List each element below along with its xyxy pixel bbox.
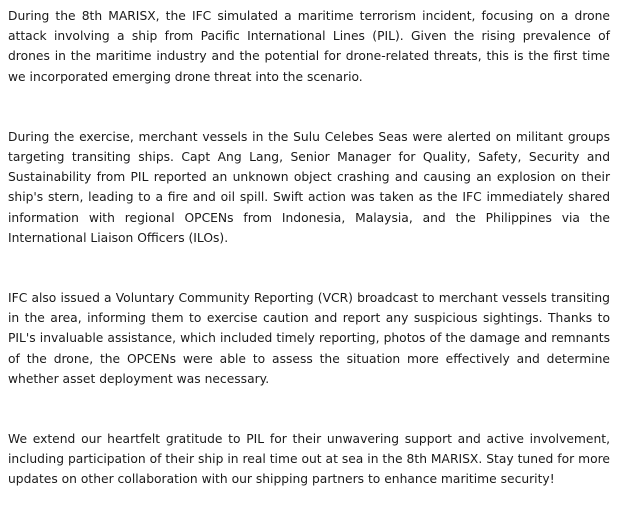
paragraph-vcr-broadcast: IFC also issued a Voluntary Community Reporting (VCR) broadcast to merchant vessels transiting in the area, informing them to exercise caution and report any suspicious sightings. Thanks to PIL's invaluable assistance, which included timely reporting, photos of the damage and remnants of the drone, the OPCENs were able to assess the situation more effectively and determine whether asset deployment was necessary. (8, 291, 610, 386)
paragraph-gratitude: We extend our heartfelt gratitude to PIL for their unwavering support and active involvement, including participation of their ship in real time out at sea in the 8th MARISX. Stay tuned for more updates on other collaboration with our shipping partners to enhance maritime security! (8, 432, 610, 487)
document-body (8, 6, 610, 490)
paragraph-exercise-details: During the exercise, merchant vessels in the Sulu Celebes Seas were alerted on militant groups targeting transiting ships. Capt Ang Lang, Senior Manager for Quality, Safety, Security and Sustainability from PIL reported an unknown object crashing and causing an explosion on their ship's stern, leading to a fire and oil spill. Swift action was taken as the IFC immediately shared information with regional OPCENs from Indonesia, Malaysia, and the Philippines via the International Liaison Officers (ILOs). (8, 129, 610, 245)
paragraph-drone-attack-simulation: During the 8th MARISX, the IFC simulated a maritime terrorism incident, focusing on a drone attack involving a ship from Pacific International Lines (PIL). Given the rising prevalence of drones in the maritime industry and the potential for drone-related threats, this is the first time we incorporated emerging drone threat into the scenario. (8, 9, 610, 84)
